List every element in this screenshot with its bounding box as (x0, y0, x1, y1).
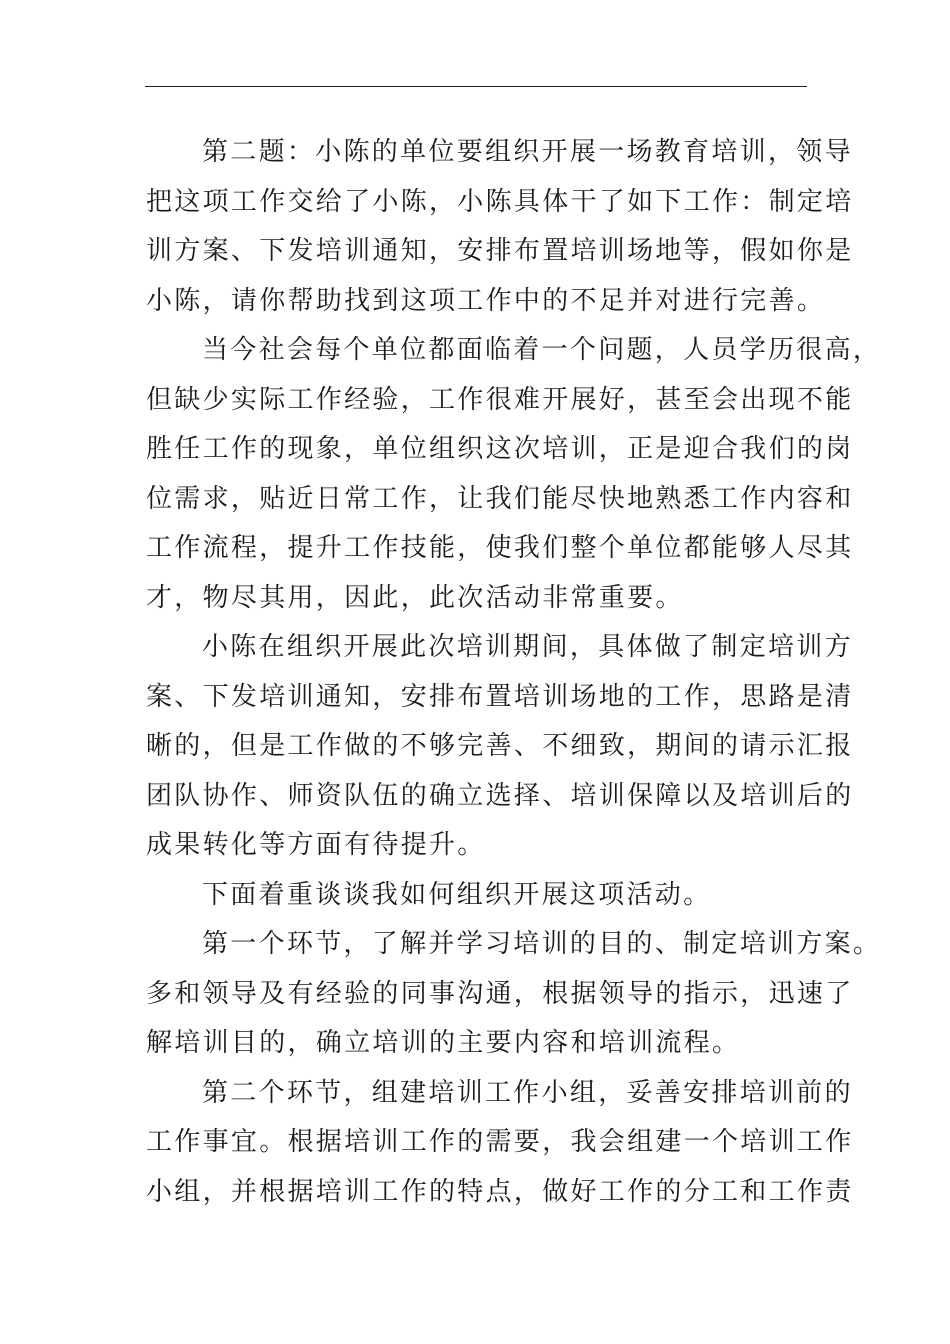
text-line: 把这项工作交给了小陈，小陈具体干了如下工作：制定培 (146, 186, 854, 217)
text-line: 当今社会每个单位都面临着一个问题，人员学历很高， (202, 335, 882, 365)
text-line: 多和领导及有经验的同事沟通，根据领导的指示，迅速了 (146, 978, 854, 1009)
text-line: 第二题：小陈的单位要组织开展一场教育培训，领导 (202, 137, 853, 167)
paragraph-question (146, 128, 854, 326)
text-line: 下面着重谈谈我如何组织开展这项活动。 (202, 879, 712, 910)
text-line: 解培训目的，确立培训的主要内容和培训流程。 (146, 1028, 741, 1058)
text-line: 工作流程，提升工作技能，使我们整个单位都能够人尽其 (146, 533, 854, 563)
text-line: 第一个环节，了解并学习培训的目的、制定培训方案。 (202, 929, 882, 959)
text-line: 第二个环节，组建培训工作小组，妥善安排培训前的 (202, 1077, 853, 1108)
paragraph-step-two (146, 1069, 854, 1218)
paragraph-analysis (146, 623, 854, 871)
text-line: 小陈，请你帮助找到这项工作中的不足并对进行完善。 (146, 285, 826, 316)
paragraph-transition (146, 871, 810, 921)
text-line: 但缺少实际工作经验，工作很难开展好，甚至会出现不能 (146, 384, 854, 415)
header-rule (145, 86, 807, 87)
paragraph-background (146, 326, 882, 623)
text-line: 团队协作、师资队伍的确立选择、培训保障以及培训后的 (146, 780, 854, 811)
text-line: 小陈在组织开展此次培训期间，具体做了制定培训方 (202, 632, 853, 662)
text-line: 成果转化等方面有待提升。 (146, 830, 486, 860)
text-line: 胜任工作的现象，单位组织这次培训，正是迎合我们的岗 (146, 434, 854, 464)
body-text (146, 128, 882, 1217)
text-line: 晰的，但是工作做的不够完善、不细致，期间的请示汇报 (146, 731, 854, 761)
text-line: 才，物尽其用，因此，此次活动非常重要。 (146, 582, 684, 613)
text-line: 位需求，贴近日常工作，让我们能尽快地熟悉工作内容和 (146, 483, 854, 514)
text-line: 小组，并根据培训工作的特点，做好工作的分工和工作责 (146, 1176, 854, 1207)
text-line: 案、下发培训通知，安排布置培训场地的工作，思路是清 (146, 681, 854, 712)
paragraph-step-one (146, 920, 882, 1069)
text-line: 工作事宜。根据培训工作的需要，我会组建一个培训工作 (146, 1127, 854, 1157)
text-line: 训方案、下发培训通知，安排布置培训场地等，假如你是 (146, 236, 854, 266)
